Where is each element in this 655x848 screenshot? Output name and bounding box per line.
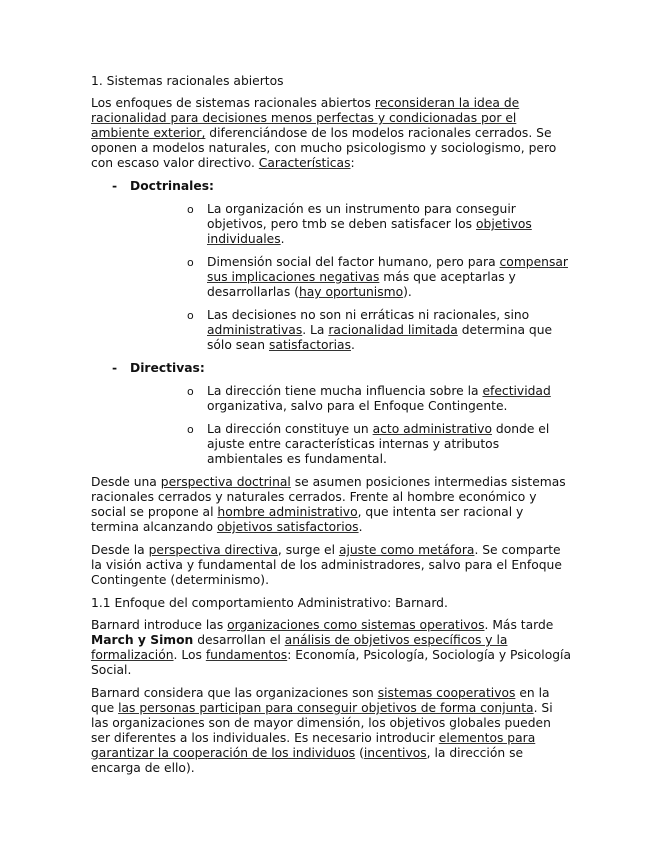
underlined-term: hombre administrativo [217, 505, 358, 519]
circle-bullet-icon: o [187, 203, 194, 216]
underlined-term: ajuste como metáfora [338, 543, 475, 557]
list-item-text: La dirección tiene mucha influencia sobre la efectividad organizativa, salvo para el Enfoque Contingente. [207, 384, 551, 413]
underlined-term: las personas participan para conseguir objetivos de forma conjunta [118, 701, 534, 715]
list-item [130, 384, 571, 414]
underlined-term: administrativas [207, 323, 303, 337]
circle-bullet-icon: o [187, 423, 194, 436]
circle-bullet-icon: o [187, 309, 194, 322]
list-item-text: La dirección constituye un acto administrativo donde el ajuste entre características internas y atributos ambientales es fundamental. [207, 422, 550, 466]
circle-bullet-icon: o [187, 256, 194, 269]
underlined-term: compensar sus implicaciones negativas [207, 255, 568, 284]
circle-bullet-icon: o [187, 385, 194, 398]
directivas-items [130, 384, 571, 467]
group-directivas [91, 361, 571, 467]
underlined-term: fundamentos [205, 648, 288, 662]
underlined-term: Características [258, 156, 351, 170]
barnard-paragraph-2: Barnard considera que las organizaciones son sistemas cooperativos en la que las personas participan para conseguir objetivos de forma conjunta. Si las organizaciones son de mayor dimensión, los objetivos globales pueden ser diferentes a los individuales. Es necesario introducir elementos para garantizar la cooperación de los individuos (incentivos, la dirección se encarga de ello). [91, 686, 553, 775]
bold-term: March y Simon [91, 633, 194, 647]
underlined-term: efectividad [482, 384, 551, 398]
doctrinales-items [130, 202, 571, 353]
list-item [130, 422, 571, 467]
underlined-term: objetivos satisfactorios [216, 520, 359, 534]
underlined-term: racionalidad limitada [328, 323, 458, 337]
group-title: Directivas: [130, 361, 205, 375]
subsection-heading: 1.1 Enfoque del comportamiento Administrativo: Barnard. [91, 596, 448, 610]
underlined-term: análisis de objetivos específicos y la formalización [91, 633, 508, 662]
underlined-term: organizaciones como sistemas operativos [227, 618, 485, 632]
list-item [130, 202, 571, 247]
underlined-term: satisfactorias [269, 338, 351, 352]
underlined-term: reconsideran la idea de racionalidad para decisiones menos perfectas y condicionadas por el ambiente exterior, [91, 96, 520, 140]
group-title: Doctrinales: [130, 179, 214, 193]
list-item-text: Las decisiones no son ni erráticas ni racionales, sino administrativas. La racionalidad limitada determina que sólo sean satisfactorias. [207, 308, 553, 352]
list-item-text: Dimensión social del factor humano, pero para compensar sus implicaciones negativas más que aceptarlas y desarrollarlas (hay oportunismo). [207, 255, 568, 299]
group-doctrinales [91, 179, 571, 353]
underlined-term: hay oportunismo [298, 285, 404, 299]
intro-paragraph: Los enfoques de sistemas racionales abiertos reconsideran la idea de racionalidad para decisiones menos perfectas y condicionadas por el ambiente exterior, diferenciándose de los modelos racionales cerrados. Se oponen a modelos naturales, con mucho psicologismo y sociologismo, pero con escaso valor directivo. Características: [91, 96, 557, 170]
list-item [130, 308, 571, 353]
underlined-term: incentivos [363, 746, 427, 760]
underlined-term: elementos para garantizar la cooperación de los individuos [91, 731, 536, 760]
underlined-term: perspectiva directiva [148, 543, 278, 557]
directive-paragraph: Desde la perspectiva directiva, surge el ajuste como metáfora. Se comparte la visión activa y fundamental de los administradores, salvo para el Enfoque Contingente (determinismo). [91, 543, 562, 587]
underlined-term: acto administrativo [372, 422, 492, 436]
list-item-text: La organización es un instrumento para conseguir objetivos, pero tmb se deben satisfacer los objetivos individuales. [207, 202, 532, 246]
dash-bullet: - [112, 179, 118, 193]
characteristics-list [91, 179, 571, 467]
barnard-paragraph-1: Barnard introduce las organizaciones como sistemas operativos. Más tarde March y Simon desarrollan el análisis de objetivos específicos y la formalización. Los fundamentos: Economía, Psicología, Sociología y Psicología Social. [91, 618, 572, 677]
doctrinal-paragraph: Desde una perspectiva doctrinal se asumen posiciones intermedias sistemas racionales cerrados y naturales cerrados. Frente al hombre económico y social se propone al hombre administrativo, que intenta ser racional y termina alcanzando objetivos satisfactorios. [91, 475, 566, 534]
dash-bullet: - [112, 361, 118, 375]
list-item [130, 255, 571, 300]
section-heading: 1. Sistemas racionales abiertos [91, 74, 284, 88]
document-body [91, 74, 571, 784]
underlined-term: sistemas cooperativos [377, 686, 516, 700]
underlined-term: objetivos individuales [207, 217, 532, 246]
underlined-term: perspectiva doctrinal [160, 475, 291, 489]
